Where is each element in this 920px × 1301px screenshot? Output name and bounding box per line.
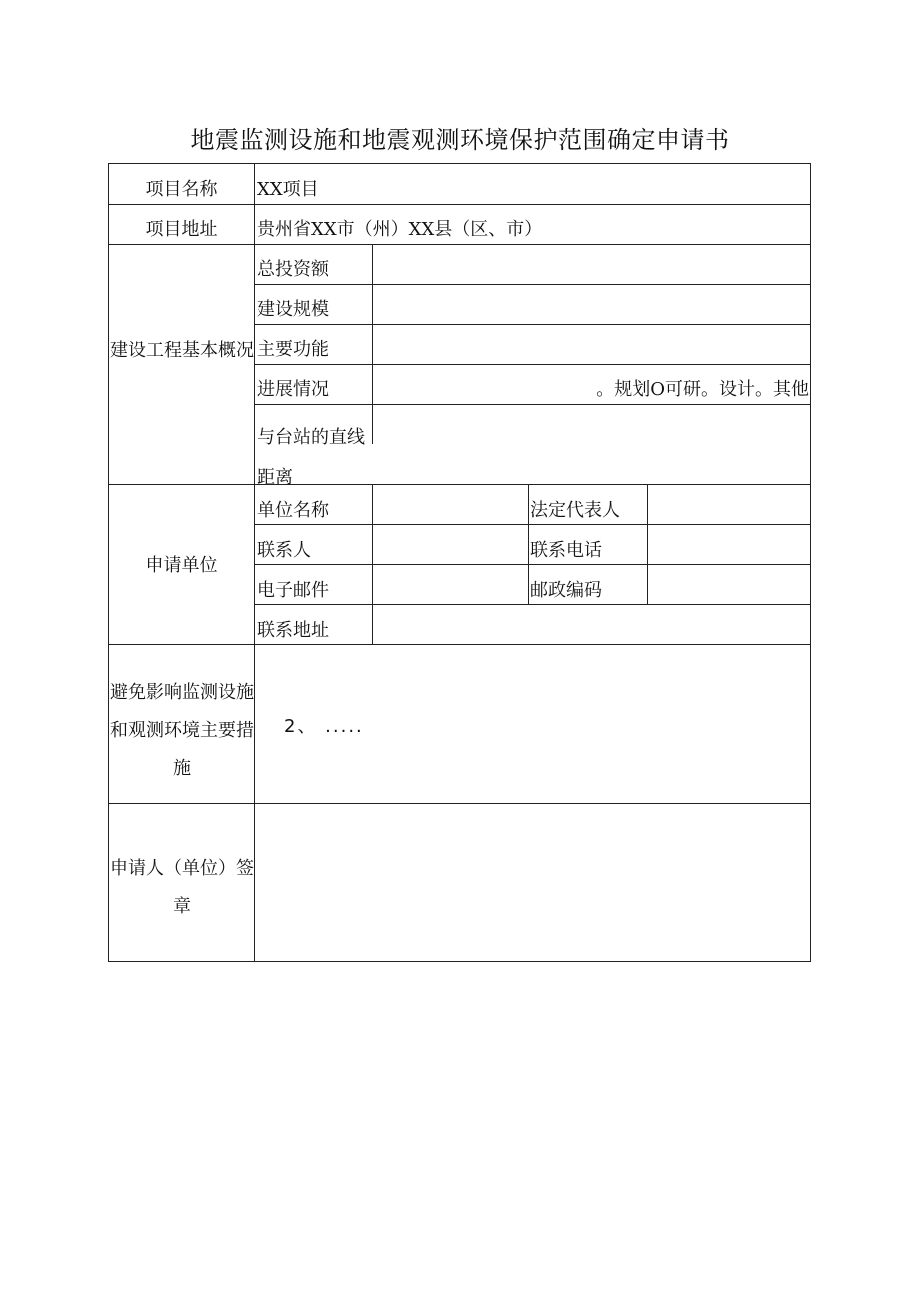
row-divider xyxy=(255,324,810,325)
contact-address-label: 联系地址 xyxy=(257,620,329,641)
contact-person-label: 联系人 xyxy=(257,540,311,561)
main-function-label: 主要功能 xyxy=(257,339,329,360)
row-divider xyxy=(255,404,810,405)
project-address-label: 项目地址 xyxy=(145,219,218,240)
progress-options: 。规划O可研。设计。其他 xyxy=(596,379,809,400)
column-divider xyxy=(372,484,373,644)
row-divider xyxy=(255,284,810,285)
project-address-value: 贵州省XX市（州）XX县（区、市） xyxy=(257,219,543,240)
column-divider xyxy=(254,164,255,961)
email-label: 电子邮件 xyxy=(257,580,329,601)
station-distance-label: 与台站的直线距离 xyxy=(257,427,365,488)
row-divider xyxy=(109,644,810,645)
column-divider xyxy=(528,484,529,604)
construction-section-label: 建设工程基本概况 xyxy=(110,340,254,361)
row-divider xyxy=(109,204,810,205)
total-investment-label: 总投资额 xyxy=(257,259,329,280)
row-divider xyxy=(109,244,810,245)
row-divider xyxy=(255,604,810,605)
construction-scale-label: 建设规模 xyxy=(257,299,329,320)
row-divider xyxy=(109,484,810,485)
applicant-section-label: 申请单位 xyxy=(145,555,218,576)
postal-code-label: 邮政编码 xyxy=(530,580,602,601)
project-name-label: 项目名称 xyxy=(145,179,218,200)
protection-measures-label: 避免影响监测设施和观测环境主要措施 xyxy=(110,682,254,779)
project-name-value: XX项目 xyxy=(257,179,319,200)
row-divider xyxy=(255,564,810,565)
row-divider xyxy=(109,803,810,804)
application-form xyxy=(108,163,811,962)
legal-representative-label: 法定代表人 xyxy=(530,500,620,521)
column-divider xyxy=(647,484,648,604)
contact-phone-label: 联系电话 xyxy=(530,540,602,561)
unit-name-label: 单位名称 xyxy=(257,500,329,521)
row-divider xyxy=(255,364,810,365)
protection-measures-content: 2、 ..... xyxy=(284,716,364,737)
page-title: 地震监测设施和地震观测环境保护范围确定申请书 xyxy=(190,126,730,154)
row-divider xyxy=(255,524,810,525)
applicant-signature-label: 申请人（单位）签章 xyxy=(110,858,254,917)
column-divider xyxy=(372,244,373,444)
progress-label: 进展情况 xyxy=(257,379,329,400)
